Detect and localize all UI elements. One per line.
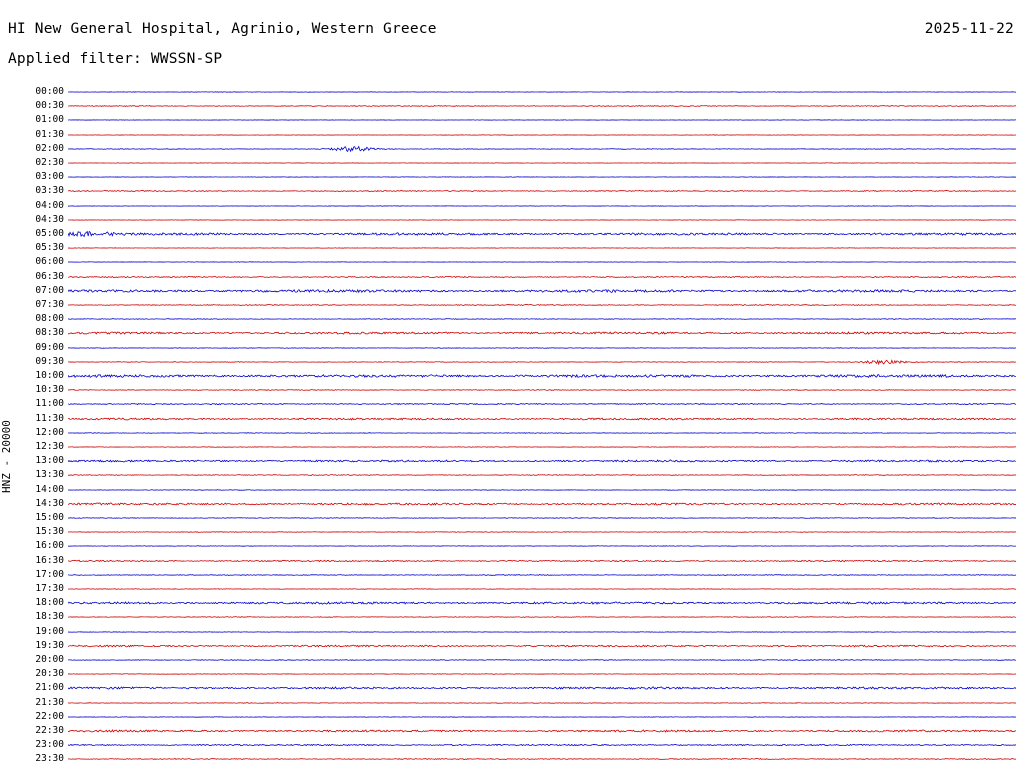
trace-time-label: 07:30 xyxy=(35,299,64,310)
trace-time-label: 13:30 xyxy=(35,469,64,481)
trace-container xyxy=(0,78,1024,778)
trace-time-label: 08:30 xyxy=(35,327,64,339)
trace-time-label: 23:00 xyxy=(35,739,64,751)
trace-time-label: 20:30 xyxy=(35,668,64,680)
trace-time-label: 09:00 xyxy=(35,341,64,353)
trace-time-label: 01:00 xyxy=(35,114,64,126)
trace-time-label: 07:00 xyxy=(35,284,64,296)
trace-time-label: 14:00 xyxy=(35,483,64,495)
trace-time-label: 06:30 xyxy=(35,270,64,282)
trace-time-label: 15:00 xyxy=(35,512,64,523)
trace-time-label: 09:30 xyxy=(35,355,64,367)
trace-time-label: 05:00 xyxy=(35,228,64,239)
trace-time-label: 17:00 xyxy=(35,568,64,580)
trace-time-label: 12:00 xyxy=(35,426,64,438)
trace-time-label: 01:30 xyxy=(35,128,64,140)
trace-time-label: 02:00 xyxy=(35,142,64,154)
seismogram-plot xyxy=(0,78,1024,778)
trace-time-label: 18:30 xyxy=(35,611,64,623)
trace-waveform xyxy=(68,749,1016,769)
trace-time-label: 13:00 xyxy=(35,455,64,467)
trace-time-label: 11:00 xyxy=(35,398,64,410)
chart-header xyxy=(0,0,1024,78)
trace-time-label: 06:00 xyxy=(35,256,64,268)
page-title: HI New General Hospital, Agrinio, Western Greece xyxy=(8,21,437,37)
trace-time-label: 12:30 xyxy=(35,441,64,452)
trace-time-label: 22:30 xyxy=(35,725,64,736)
trace-time-label: 00:00 xyxy=(35,86,64,97)
trace-time-label: 04:30 xyxy=(35,213,64,225)
trace-time-label: 22:00 xyxy=(35,710,64,722)
trace-time-label: 21:00 xyxy=(35,682,64,694)
trace-time-label: 20:00 xyxy=(35,654,64,665)
trace-time-label: 04:00 xyxy=(35,199,64,211)
trace-time-label: 02:30 xyxy=(35,157,64,168)
trace-time-label: 16:00 xyxy=(35,540,64,552)
trace-time-label: 16:30 xyxy=(35,554,64,566)
trace-time-label: 18:00 xyxy=(35,597,64,609)
filter-label: Applied filter: WWSSN-SP xyxy=(8,51,223,67)
trace-time-label: 08:00 xyxy=(35,313,64,325)
trace-time-label: 00:30 xyxy=(35,100,64,112)
date-label: 2025-11-22 xyxy=(924,21,1014,37)
trace-row xyxy=(0,754,1024,768)
trace-time-label: 11:30 xyxy=(35,412,64,424)
trace-time-label: 10:00 xyxy=(35,370,64,381)
trace-time-label: 03:00 xyxy=(35,171,64,183)
trace-time-label: 14:30 xyxy=(35,497,64,509)
trace-time-label: 17:30 xyxy=(35,583,64,594)
trace-time-label: 19:30 xyxy=(35,639,64,651)
y-axis-label-text: HNZ - 20000 xyxy=(0,420,13,493)
trace-time-label: 15:30 xyxy=(35,526,64,538)
trace-time-label: 05:30 xyxy=(35,242,64,254)
trace-time-label: 23:30 xyxy=(35,753,64,765)
trace-time-label: 03:30 xyxy=(35,185,64,197)
trace-time-label: 19:00 xyxy=(35,625,64,637)
trace-time-label: 21:30 xyxy=(35,696,64,708)
trace-time-label: 10:30 xyxy=(35,384,64,396)
